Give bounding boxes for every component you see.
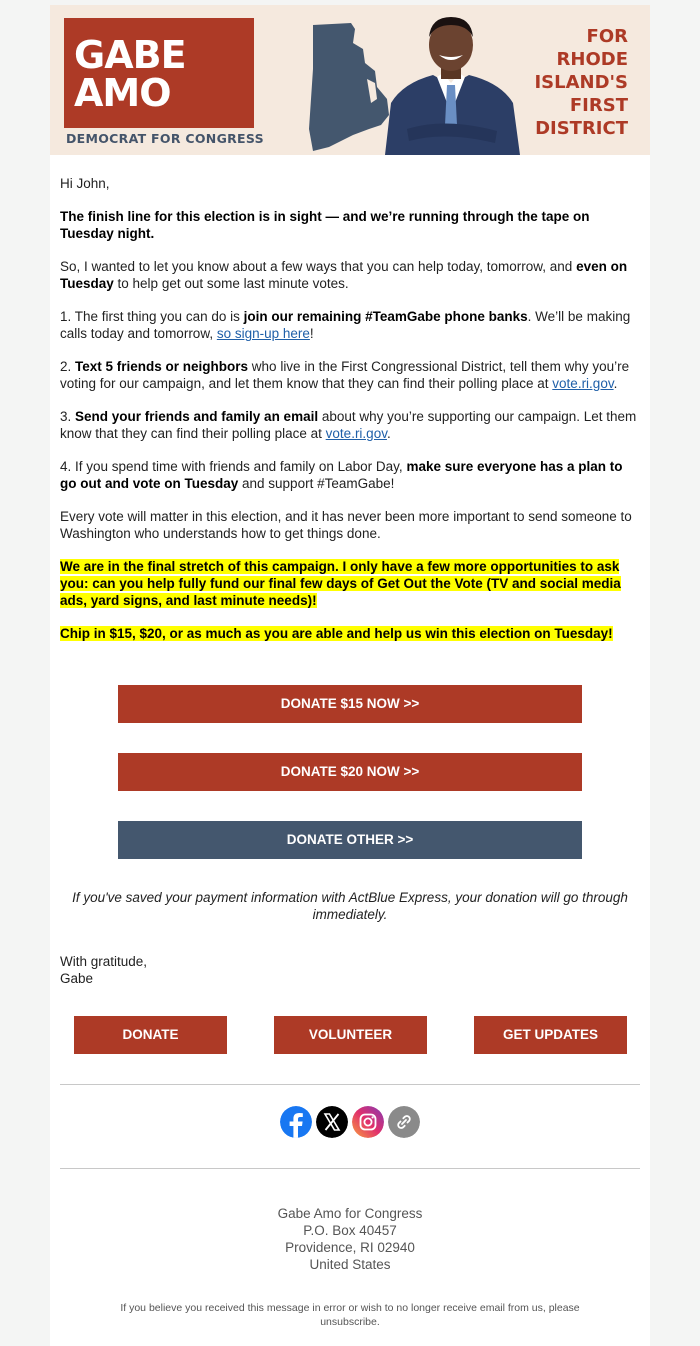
district-line: RHODE (556, 49, 628, 70)
facebook-icon[interactable] (280, 1106, 312, 1138)
divider (60, 1168, 640, 1169)
unsubscribe-link[interactable]: unsubscribe (320, 1316, 377, 1328)
x-icon[interactable] (316, 1106, 348, 1138)
paragraph-every-vote: Every vote will matter in this election, and it has never been more important to send someone to Washington who understands how to get things done. (60, 509, 632, 541)
signup-link[interactable]: so sign-up here (216, 326, 310, 341)
mailing-address (60, 1205, 640, 1273)
donate-20-button[interactable]: DONATE $20 NOW >> (118, 753, 582, 791)
candidate-photo (385, 13, 520, 155)
actblue-note: If you've saved your payment information with ActBlue Express, your donation will go through immediately. (72, 890, 628, 922)
tagline: DEMOCRAT FOR CONGRESS (66, 131, 264, 146)
district-text (518, 25, 628, 140)
link-icon[interactable] (388, 1106, 420, 1138)
volunteer-button[interactable]: VOLUNTEER (274, 1016, 427, 1054)
donate-15-button[interactable]: DONATE $15 NOW >> (118, 685, 582, 723)
district-line: ISLAND'S (534, 72, 628, 93)
highlight-paragraph-2: Chip in $15, $20, or as much as you are able and help us win this election on Tuesday! (60, 626, 613, 641)
paragraph-labor-day: 4. If you spend time with friends and family on Labor Day, make sure everyone has a plan to go out and vote on Tuesday and support #TeamGabe! (60, 459, 623, 491)
paragraph-help: So, I wanted to let you know about a few ways that you can help today, tomorrow, and even on Tuesday to help get out some last minute votes. (60, 259, 628, 291)
email-container (50, 5, 650, 1346)
email-body (60, 175, 640, 658)
highlight-paragraph-1: We are in the final stretch of this campaign. I only have a few more opportunities to ask you: can you help fully fund our final few days of Get Out the Vote (TV and social media ads, yard signs, and last minute needs)! (60, 559, 621, 608)
paragraph-email-friends: 3. Send your friends and family an email about why you’re supporting our campaign. Let them know that they can find their polling place at vote.ri.gov. (60, 409, 637, 441)
intro-paragraph: The finish line for this election is in sight — and we’re running through the tape on Tuesday night. (60, 209, 590, 241)
paragraph-text-friends: 2. Text 5 friends or neighbors who live in the First Congressional District, tell them why you’re voting for our campaign, and let them know that they can find their polling place at vote.ri.gov. (60, 359, 630, 391)
campaign-logo (64, 18, 254, 128)
district-line: FIRST (569, 95, 628, 116)
footer-disclaimer: If you believe you received this message in error or wish to no longer receive email from us, please unsubscribe. (120, 1302, 580, 1328)
logo-line-1: GABE (74, 33, 186, 77)
signoff-line-2: Gabe (60, 971, 94, 986)
donate-other-button[interactable]: DONATE OTHER >> (118, 821, 582, 859)
signoff-line-1: With gratitude, (60, 954, 148, 969)
district-line: DISTRICT (535, 118, 628, 139)
logo-line-2: AMO (74, 71, 171, 115)
vote-ri-link[interactable]: vote.ri.gov (552, 376, 614, 391)
signoff (60, 953, 147, 987)
address-line: Providence, RI 02940 (285, 1240, 415, 1255)
address-line: United States (309, 1257, 391, 1272)
district-line: FOR (586, 26, 628, 47)
address-line: Gabe Amo for Congress (277, 1206, 423, 1221)
rhode-island-map-icon (305, 19, 395, 151)
address-line: P.O. Box 40457 (303, 1223, 397, 1238)
vote-ri-link-2[interactable]: vote.ri.gov (325, 426, 387, 441)
header-banner (50, 5, 650, 155)
divider (60, 1084, 640, 1085)
instagram-icon[interactable] (352, 1106, 384, 1138)
greeting: Hi John, (60, 176, 110, 191)
paragraph-phonebank: 1. The first thing you can do is join our remaining #TeamGabe phone banks. We’ll be making calls today and tomorrow, so sign-up here! (60, 309, 631, 341)
donate-button[interactable]: DONATE (74, 1016, 227, 1054)
get-updates-button[interactable]: GET UPDATES (474, 1016, 627, 1054)
